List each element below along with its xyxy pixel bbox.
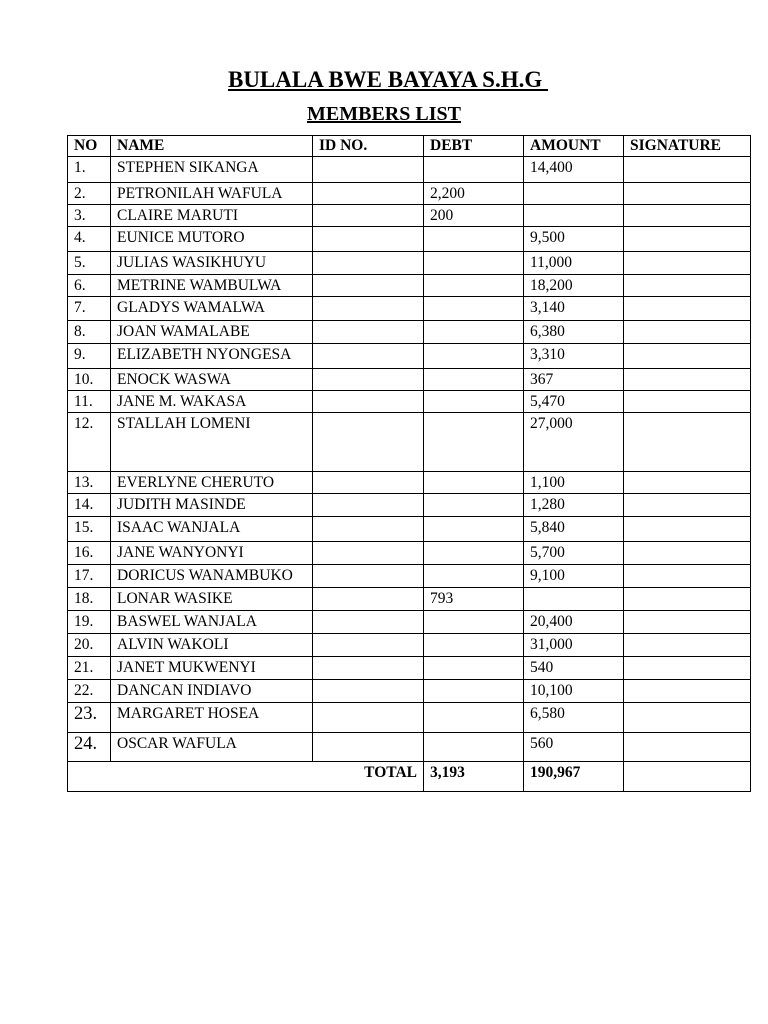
column-header-no: NO — [68, 136, 111, 157]
cell-name: EUNICE MUTORO — [111, 227, 313, 252]
cell-no: 20. — [68, 634, 111, 657]
table-row — [68, 657, 751, 680]
cell-signature — [624, 297, 751, 321]
table-row — [68, 680, 751, 703]
table-row — [68, 494, 751, 517]
cell-signature — [624, 565, 751, 588]
cell-debt — [424, 413, 524, 472]
document-title: BULALA BWE BAYAYA S.H.G — [227, 67, 548, 92]
cell-no: 8. — [68, 321, 111, 344]
total-signature — [624, 762, 751, 792]
cell-debt: 2,200 — [424, 183, 524, 205]
cell-signature — [624, 252, 751, 275]
cell-no: 5. — [68, 252, 111, 275]
cell-debt — [424, 227, 524, 252]
cell-debt — [424, 391, 524, 413]
cell-signature — [624, 517, 751, 542]
cell-name: ELIZABETH NYONGESA — [111, 344, 313, 369]
cell-debt — [424, 275, 524, 297]
cell-amount — [524, 183, 624, 205]
cell-debt — [424, 733, 524, 762]
cell-id-no — [313, 542, 424, 565]
cell-id-no — [313, 733, 424, 762]
cell-name: LONAR WASIKE — [111, 588, 313, 611]
cell-name: JANE WANYONYI — [111, 542, 313, 565]
cell-no: 11. — [68, 391, 111, 413]
cell-signature — [624, 321, 751, 344]
table-row — [68, 517, 751, 542]
cell-amount: 6,380 — [524, 321, 624, 344]
cell-id-no — [313, 297, 424, 321]
cell-amount: 3,310 — [524, 344, 624, 369]
cell-no: 1. — [68, 157, 111, 183]
cell-signature — [624, 344, 751, 369]
cell-id-no — [313, 369, 424, 391]
cell-name: CLAIRE MARUTI — [111, 205, 313, 227]
cell-debt: 200 — [424, 205, 524, 227]
cell-name: JOAN WAMALABE — [111, 321, 313, 344]
total-row — [68, 762, 751, 792]
cell-signature — [624, 205, 751, 227]
cell-signature — [624, 634, 751, 657]
cell-name: MARGARET HOSEA — [111, 703, 313, 733]
cell-signature — [624, 542, 751, 565]
table-row — [68, 344, 751, 369]
cell-id-no — [313, 472, 424, 494]
cell-id-no — [313, 657, 424, 680]
cell-no: 15. — [68, 517, 111, 542]
cell-id-no — [313, 413, 424, 472]
table-row — [68, 157, 751, 183]
cell-signature — [624, 157, 751, 183]
column-header-id-no: ID NO. — [313, 136, 424, 157]
total-label: TOTAL — [68, 762, 424, 792]
cell-signature — [624, 733, 751, 762]
cell-name: PETRONILAH WAFULA — [111, 183, 313, 205]
cell-id-no — [313, 588, 424, 611]
cell-no: 21. — [68, 657, 111, 680]
cell-signature — [624, 472, 751, 494]
table-row — [68, 275, 751, 297]
cell-signature — [624, 391, 751, 413]
cell-signature — [624, 680, 751, 703]
header-row — [68, 136, 751, 157]
cell-id-no — [313, 565, 424, 588]
cell-amount: 11,000 — [524, 252, 624, 275]
table-row — [68, 542, 751, 565]
cell-debt — [424, 657, 524, 680]
cell-signature — [624, 413, 751, 472]
cell-signature — [624, 227, 751, 252]
cell-debt — [424, 321, 524, 344]
cell-id-no — [313, 227, 424, 252]
cell-name: METRINE WAMBULWA — [111, 275, 313, 297]
cell-signature — [624, 275, 751, 297]
cell-amount: 9,100 — [524, 565, 624, 588]
cell-signature — [624, 611, 751, 634]
cell-id-no — [313, 494, 424, 517]
cell-amount: 367 — [524, 369, 624, 391]
cell-signature — [624, 703, 751, 733]
cell-name: ALVIN WAKOLI — [111, 634, 313, 657]
cell-id-no — [313, 205, 424, 227]
cell-name: JANE M. WAKASA — [111, 391, 313, 413]
document-subtitle: MEMBERS LIST — [307, 103, 461, 125]
cell-debt: 793 — [424, 588, 524, 611]
cell-amount: 10,100 — [524, 680, 624, 703]
cell-debt — [424, 494, 524, 517]
cell-amount: 540 — [524, 657, 624, 680]
cell-name: BASWEL WANJALA — [111, 611, 313, 634]
cell-name: ISAAC WANJALA — [111, 517, 313, 542]
table-row — [68, 588, 751, 611]
cell-name: STEPHEN SIKANGA — [111, 157, 313, 183]
table-row — [68, 369, 751, 391]
cell-amount: 560 — [524, 733, 624, 762]
cell-signature — [624, 657, 751, 680]
cell-no: 7. — [68, 297, 111, 321]
cell-debt — [424, 542, 524, 565]
cell-amount: 5,840 — [524, 517, 624, 542]
table-row — [68, 297, 751, 321]
cell-signature — [624, 369, 751, 391]
cell-amount: 9,500 — [524, 227, 624, 252]
cell-name: JULIAS WASIKHUYU — [111, 252, 313, 275]
table-row — [68, 227, 751, 252]
cell-debt — [424, 517, 524, 542]
cell-id-no — [313, 183, 424, 205]
cell-name: OSCAR WAFULA — [111, 733, 313, 762]
cell-no: 3. — [68, 205, 111, 227]
table-row — [68, 183, 751, 205]
cell-debt — [424, 252, 524, 275]
table-row — [68, 733, 751, 762]
cell-amount: 5,700 — [524, 542, 624, 565]
cell-name: EVERLYNE CHERUTO — [111, 472, 313, 494]
cell-name: DANCAN INDIAVO — [111, 680, 313, 703]
cell-no: 10. — [68, 369, 111, 391]
cell-amount: 5,470 — [524, 391, 624, 413]
cell-name: JUDITH MASINDE — [111, 494, 313, 517]
table-row — [68, 391, 751, 413]
cell-name: DORICUS WANAMBUKO — [111, 565, 313, 588]
cell-no: 13. — [68, 472, 111, 494]
cell-no: 22. — [68, 680, 111, 703]
cell-id-no — [313, 321, 424, 344]
cell-no: 19. — [68, 611, 111, 634]
members-table-body — [68, 157, 751, 792]
cell-no: 9. — [68, 344, 111, 369]
cell-id-no — [313, 611, 424, 634]
cell-id-no — [313, 703, 424, 733]
table-row — [68, 565, 751, 588]
cell-id-no — [313, 344, 424, 369]
members-table-header — [68, 136, 751, 157]
cell-no: 12. — [68, 413, 111, 472]
cell-id-no — [313, 680, 424, 703]
cell-amount: 1,100 — [524, 472, 624, 494]
column-header-signature: SIGNATURE — [624, 136, 751, 157]
column-header-debt: DEBT — [424, 136, 524, 157]
cell-debt — [424, 369, 524, 391]
table-row — [68, 634, 751, 657]
cell-no: 4. — [68, 227, 111, 252]
cell-no: 6. — [68, 275, 111, 297]
cell-debt — [424, 472, 524, 494]
cell-amount: 27,000 — [524, 413, 624, 472]
table-row — [68, 413, 751, 472]
cell-no: 2. — [68, 183, 111, 205]
cell-amount: 20,400 — [524, 611, 624, 634]
cell-id-no — [313, 634, 424, 657]
total-amount: 190,967 — [524, 762, 624, 792]
members-table — [67, 135, 751, 792]
cell-name: STALLAH LOMENI — [111, 413, 313, 472]
cell-name: JANET MUKWENYI — [111, 657, 313, 680]
cell-id-no — [313, 275, 424, 297]
cell-amount: 31,000 — [524, 634, 624, 657]
cell-amount: 18,200 — [524, 275, 624, 297]
cell-debt — [424, 611, 524, 634]
cell-amount: 1,280 — [524, 494, 624, 517]
table-row — [68, 205, 751, 227]
table-row — [68, 252, 751, 275]
table-row — [68, 472, 751, 494]
cell-amount: 14,400 — [524, 157, 624, 183]
cell-id-no — [313, 391, 424, 413]
cell-debt — [424, 703, 524, 733]
table-row — [68, 321, 751, 344]
cell-debt — [424, 680, 524, 703]
cell-id-no — [313, 252, 424, 275]
cell-debt — [424, 634, 524, 657]
cell-amount: 3,140 — [524, 297, 624, 321]
cell-debt — [424, 297, 524, 321]
cell-signature — [624, 588, 751, 611]
cell-no: 17. — [68, 565, 111, 588]
cell-amount: 6,580 — [524, 703, 624, 733]
total-debt: 3,193 — [424, 762, 524, 792]
cell-no: 18. — [68, 588, 111, 611]
cell-name: GLADYS WAMALWA — [111, 297, 313, 321]
cell-no: 24. — [68, 733, 111, 762]
cell-no: 16. — [68, 542, 111, 565]
cell-no: 14. — [68, 494, 111, 517]
column-header-name: NAME — [111, 136, 313, 157]
cell-debt — [424, 157, 524, 183]
table-row — [68, 611, 751, 634]
cell-amount — [524, 205, 624, 227]
cell-debt — [424, 344, 524, 369]
table-row — [68, 703, 751, 733]
cell-amount — [524, 588, 624, 611]
cell-id-no — [313, 517, 424, 542]
cell-name: ENOCK WASWA — [111, 369, 313, 391]
cell-signature — [624, 183, 751, 205]
cell-no: 23. — [68, 703, 111, 733]
cell-debt — [424, 565, 524, 588]
cell-id-no — [313, 157, 424, 183]
cell-signature — [624, 494, 751, 517]
column-header-amount: AMOUNT — [524, 136, 624, 157]
